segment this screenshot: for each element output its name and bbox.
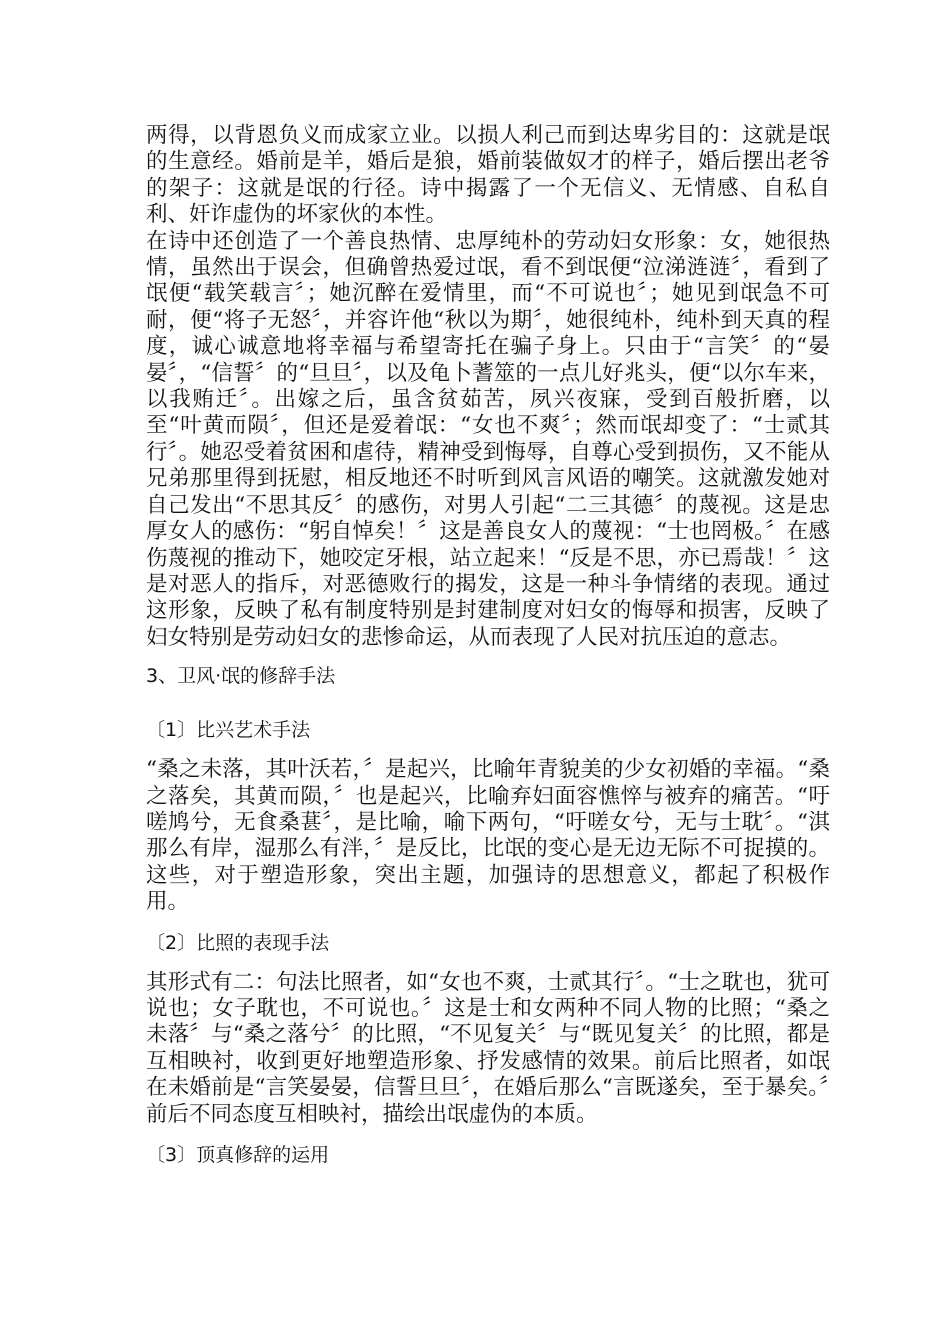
subsection-heading: 〔3〕顶真修辞的运用 — [146, 1144, 330, 1166]
body-paragraph: 两得，以背恩负义而成家立业。以损人利己而到达卑劣目的：这就是氓的生意经。婚前是羊，婚后是狼，婚前装做奴才的样子，婚后摆出老爷的架子：这就是氓的行径。诗中揭露了一个无信义、无情感、自私自利、奸诈虚伪的坏家伙的本性。 — [146, 123, 830, 228]
subsection-heading: 〔1〕比兴艺术手法 — [146, 719, 311, 742]
section-heading: 3、卫风·氓的修辞手法 — [146, 665, 336, 688]
subsection-heading: 〔2〕比照的表现手法 — [146, 931, 330, 954]
document-page — [146, 123, 830, 1168]
body-paragraph: “桑之未落，其叶沃若，〞是起兴，比喻年青貌美的少女初婚的幸福。“桑之落矣，其黄而陨，〞也是起兴，比喻弃妇面容憔悴与被弃的痛苦。“吁嗟鸠兮，无食桑葚〞，是比喻，喻下两句，“吁嗟女兮，无与士耽〞。“淇那么有岸，湿那么有泮，〞是反比，比氓的变心是无边无际不可捉摸的。这些，对于塑造形象，突出主题，加强诗的思想意义，都起了积极作用。 — [146, 757, 830, 915]
body-paragraph: 其形式有二：句法比照者，如“女也不爽，士贰其行〞。“士之耽也，犹可说也；女子耽也，不可说也。〞这是士和女两种不同人物的比照；“桑之未落〞与“桑之落兮〞的比照，“不见复关〞与“既见复关〞的比照，都是互相映衬，收到更好地塑造形象、抒发感情的效果。前后比照者，如氓在未婚前是“言笑晏晏，信誓旦旦〞，在婚后那么“言既遂矣，至于暴矣。〞前后不同态度互相映衬，描绘出氓虚伪的本质。 — [146, 969, 830, 1127]
body-paragraph: 在诗中还创造了一个善良热情、忠厚纯朴的劳动妇女形象：女，她很热情，虽然出于误会，但确曾热爱过氓，看不到氓便“泣涕涟涟〞，看到了氓便“载笑载言〞；她沉醉在爱情里，而“不可说也〞；她见到氓急不可耐，便“将子无怒〞，并容许他“秋以为期〞，她很纯朴，纯朴到天真的程度，诚心诚意地将幸福与希望寄托在骗子身上。只由于“言笑〞的“晏晏〞，“信誓〞的“旦旦〞，以及龟卜蓍筮的一点儿好兆头，便“以尔车来，以我贿迁〞。出嫁之后，虽含贫茹苦，夙兴夜寐，受到百般折磨，以至“叶黄而陨〞，但还是爱着氓：“女也不爽〞；然而氓却变了：“士贰其行〞。她忍受着贫困和虐待，精神受到悔辱，自尊心受到损伤，又不能从兄弟那里得到抚慰，相反地还不时听到风言风语的嘲笑。这就激发她对自己发出“不思其反〞的感伤，对男人引起“二三其德〞的蔑视。这是忠厚女人的感伤：“躬自悼矣！〞这是善良女人的蔑视：“士也罔极。〞在感伤蔑视的推动下，她咬定牙根，站立起来！“反是不思，亦已焉哉！〞这是对恶人的指斥，对恶德败行的揭发，这是一种斗争情绪的表现。通过这形象，反映了私有制度特别是封建制度对妇女的悔辱和损害，反映了妇女特别是劳动妇女的悲惨命运，从而表现了人民对抗压迫的意志。 — [146, 228, 830, 650]
